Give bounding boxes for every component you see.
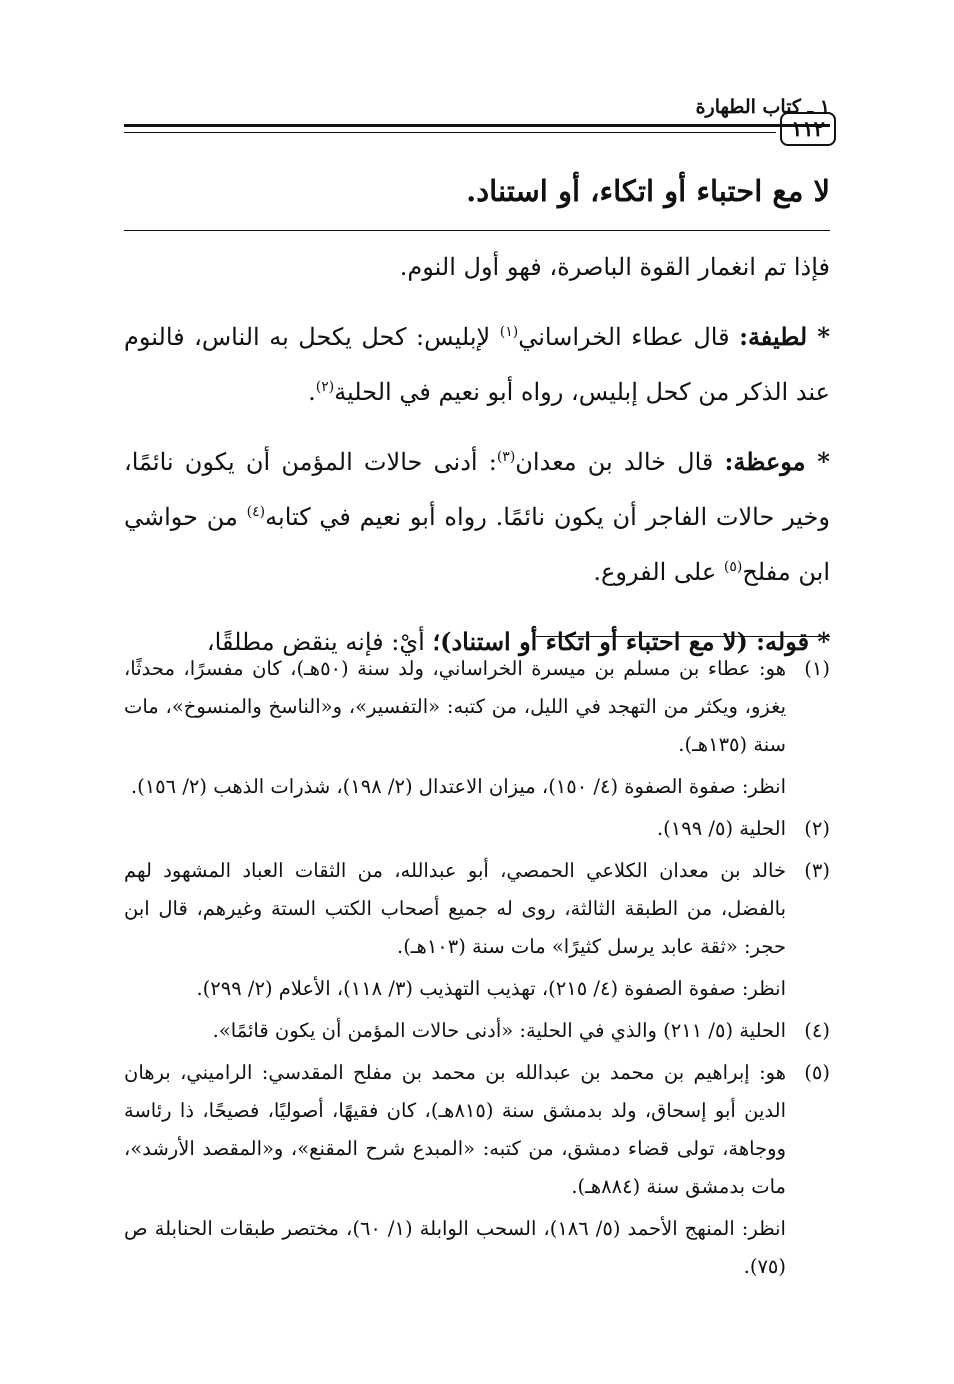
page-number: ١١٢ [780, 112, 836, 146]
paragraph-2-text-b: لإبليس: كحل يكحل به الناس، فالنوم عند الذكر من كحل إبليس، رواه أبو نعيم في الحلية [124, 323, 830, 406]
base-text-rule [124, 230, 830, 231]
footnote-sources: انظر: المنهج الأحمد (٥/ ١٨٦)، السحب الوابلة (١/ ٦٠)، مختصر طبقات الحنابلة ص (٧٥). [124, 1217, 786, 1278]
footnote-sources: انظر: صفوة الصفوة (٤/ ١٥٠)، ميزان الاعتدال (٢/ ١٩٨)، شذرات الذهب (٢/ ١٥٦). [130, 775, 786, 798]
footnote-separator [536, 636, 830, 637]
footnote-2 [124, 810, 830, 848]
paragraph-3 [124, 434, 830, 600]
paragraph-2-end: . [308, 378, 316, 406]
footnote-text: الحلية (٥/ ١٩٩). [656, 817, 786, 840]
footnote-number: (١) [804, 657, 830, 680]
footnote-text: الحلية (٥/ ٢١١) والذي في الحلية: «أدنى حالات المؤمن أن يكون قائمًا». [212, 1019, 786, 1042]
footnote-4 [124, 1012, 830, 1050]
footnote-text: خالد بن معدان الكلاعي الحمصي، أبو عبدالله، من الثقات العباد المشهود لهم بالفضل، من الطبقة الثالثة، روى له جميع أصحاب الكتب الستة وغيرهم، قال ابن حجر: «ثقة عابد يرسل كثيرًا» مات سنة (١٠٣هـ). [124, 859, 786, 958]
footnote-number: (٤) [804, 1019, 830, 1042]
footnote-1 [124, 650, 830, 806]
commentary [124, 240, 830, 670]
paragraph-3-text-d: على الفروع. [593, 558, 717, 586]
paragraph-4-text: أيْ: فإنه ينقض مطلقًا، [206, 628, 425, 656]
footnote-5 [124, 1054, 830, 1286]
paragraph-3-text-b: : أدنى حالات المؤمن أن يكون نائمًا، وخير حالات الفاجر أن يكون نائمًا. رواه أبو نعيم في كتابه [124, 448, 830, 531]
base-text: لا مع احتباء أو اتكاء، أو استناد. [466, 174, 830, 208]
footnote-ref-5: (٥) [723, 559, 743, 575]
paragraph-3-text-c: من حواشي ابن مفلح [124, 503, 830, 586]
mawiza-label: * موعظة: [724, 447, 830, 476]
running-title: ١ ـ كتاب الطهارة [695, 96, 830, 118]
footnote-number: (٣) [804, 859, 830, 882]
footnote-text: هو: إبراهيم بن محمد بن عبدالله بن محمد بن مفلح المقدسي: الراميني، برهان الدين أبو إسحاق، ولد بدمشق سنة (٨١٥هـ)، كان فقيهًا، أصوليًا، فصيحًا، ذا رئاسة ووجاهة، تولى قضاء دمشق، من كتبه: «المبدع شرح المقنع»، و«المقصد الأرشد»، مات بدمشق سنة (٨٨٤هـ). [124, 1061, 786, 1198]
footnote-number: (٥) [804, 1061, 830, 1084]
qawluhu-label: * قوله: (لا مع احتباء أو اتكاء أو استناد)؛ [432, 627, 830, 656]
footnote-number: (٢) [804, 817, 830, 840]
paragraph-2 [124, 309, 830, 420]
header-rule-thin [124, 132, 776, 133]
footnote-ref-4: (٤) [246, 504, 266, 520]
paragraph-1-text: فإذا تم انغمار القوة الباصرة، فهو أول النوم. [399, 253, 830, 281]
footnote-text: هو: عطاء بن مسلم بن ميسرة الخراساني، ولد سنة (٥٠هـ)، كان مفسرًا، محدثًا، يغزو، ويكثر من التهجد في الليل، من كتبه: «التفسير»، و«الناسخ والمنسوخ»، مات سنة (١٣٥هـ). [124, 657, 786, 756]
footnote-ref-2: (٢) [315, 379, 335, 395]
footnote-3 [124, 852, 830, 1008]
paragraph-1 [124, 240, 830, 295]
latifa-label: * لطيفة: [739, 322, 830, 351]
paragraph-2-text-a: قال عطاء الخراساني [518, 323, 730, 351]
paragraph-3-text-a: قال خالد بن معدان [515, 448, 714, 476]
footnote-ref-1: (١) [499, 324, 519, 340]
footnote-ref-3: (٣) [496, 449, 516, 465]
footnote-sources: انظر: صفوة الصفوة (٤/ ٢١٥)، تهذيب التهذيب (٣/ ١١٨)، الأعلام (٢/ ٢٩٩). [196, 977, 786, 1000]
header-rule [124, 124, 830, 127]
footnotes [124, 650, 830, 1290]
